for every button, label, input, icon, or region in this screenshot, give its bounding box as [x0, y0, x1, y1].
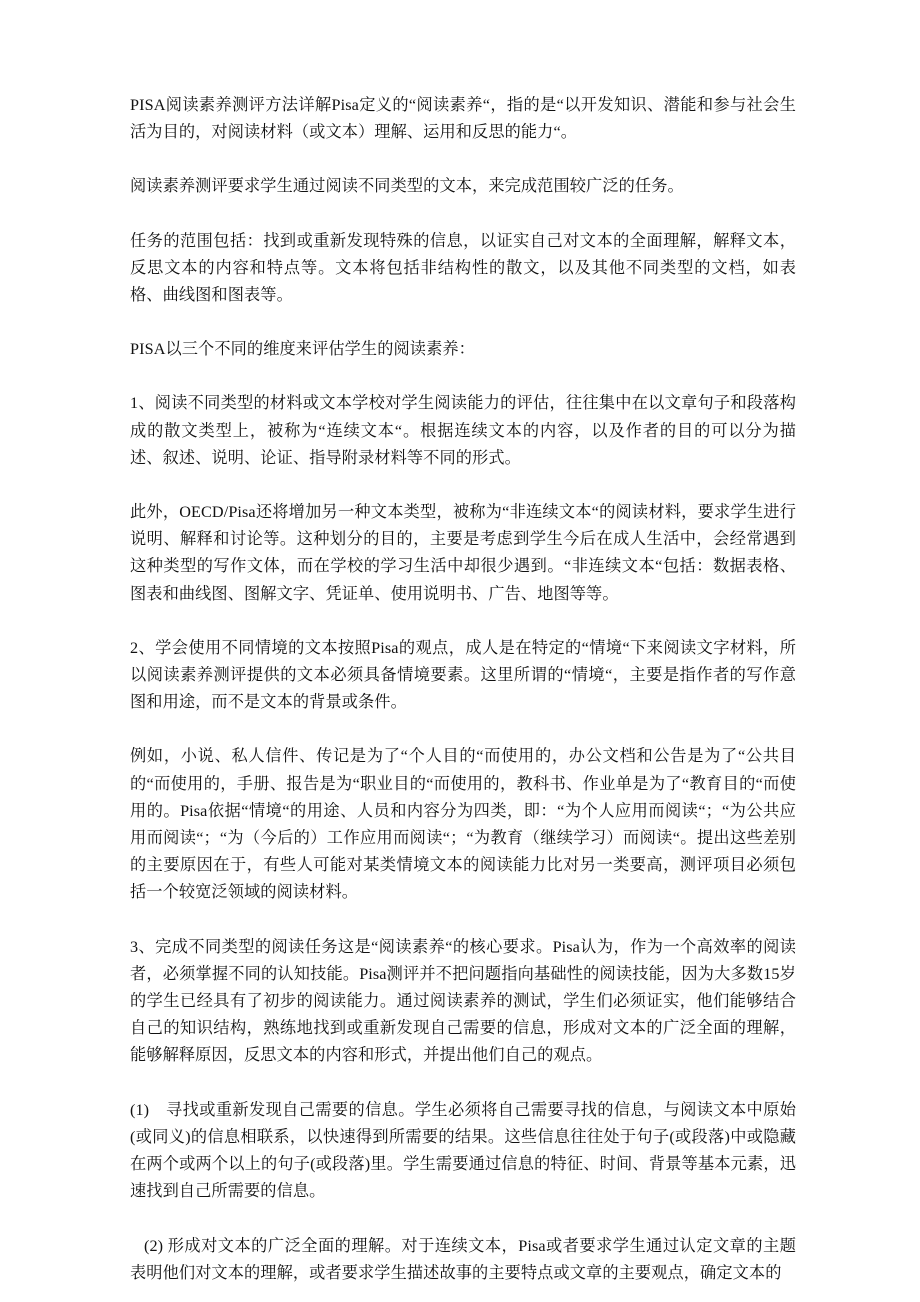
- paragraph-task-scope: 任务的范围包括：找到或重新发现特殊的信息，以证实自己对文本的全面理解，解释文本，反思文本的内容和特点等。文本将包括非结构性的散文，以及其他不同类型的文档，如表格、曲线图和图表等。: [130, 231, 796, 305]
- paragraph-situation-examples: 例如，小说、私人信件、传记是为了“个人目的“而使用的，办公文档和公告是为了“公共目的“而使用的，手册、报告是为“职业目的“而使用的，教科书、作业单是为了“教育目的“而使用的。Pisa依据“情境“的用途、人员和内容分为四类，即：“为个人应用而阅读“；“为公共应用而阅读“；“为（今后的）工作应用而阅读“；“为教育（继续学习）而阅读“。提出这些差别的主要原因在于，有些人可能对某类情境文本的阅读能力比对另一类要高，测评项目必须包括一个较宽泛领域的阅读材料。: [130, 747, 796, 902]
- paragraph-assessment-requirement: 阅读素养测评要求学生通过阅读不同类型的文本，来完成范围较广泛的任务。: [130, 177, 684, 196]
- paragraph-three-dimensions-lead: PISA以三个不同的维度来评估学生的阅读素养：: [130, 340, 475, 359]
- paragraph-intro-definition: PISA阅读素养测评方法详解Pisa定义的“阅读素养“，指的是“以开发知识、潜能和参与社会生活为目的，对阅读材料（或文本）理解、运用和反思的能力“。: [130, 96, 796, 142]
- paragraph-dimension-3-reading-tasks: 3、完成不同类型的阅读任务这是“阅读素养“的核心要求。Pisa认为，作为一个高效率的阅读者，必须掌握不同的认知技能。Pisa测评并不把问题指向基础性的阅读技能，因为大多数15岁的学生已经具有了初步的阅读能力。通过阅读素养的测试，学生们必须证实，他们能够结合自己的知识结构，熟练地找到或重新发现自己需要的信息，形成对文本的广泛全面的理解，能够解释原因，反思文本的内容和形式，并提出他们自己的观点。: [130, 937, 796, 1065]
- paragraph-dimension-2-situations: 2、学会使用不同情境的文本按照Pisa的观点，成人是在特定的“情境“下来阅读文字材料，所以阅读素养测评提供的文本必须具备情境要素。这里所谓的“情境“，主要是指作者的写作意图和用途，而不是文本的背景或条件。: [130, 638, 796, 712]
- paragraph-non-continuous-text: 此外，OECD/Pisa还将增加另一种文本类型，被称为“非连续文本“的阅读材料，要求学生进行说明、解释和讨论等。这种划分的目的，主要是考虑到学生今后在成人生活中，会经常遇到这种类型的写作文体，而在学校的学习生活中却很少遇到。“非连续文本“包括：数据表格、图表和曲线图、图解文字、凭证单、使用说明书、广告、地图等等。: [130, 503, 796, 603]
- document-body: [130, 92, 796, 1287]
- paragraph-dimension-1-continuous-text: 1、阅读不同类型的材料或文本学校对学生阅读能力的评估，往往集中在以文章句子和段落构成的散文类型上，被称为“连续文本“。根据连续文本的内容，以及作者的目的可以分为描述、叙述、说明、论证、指导附录材料等不同的形式。: [130, 394, 796, 467]
- paragraph-item-2-broad-understanding: (2) 形成对文本的广泛全面的理解。对于连续文本，Pisa或者要求学生通过认定文章的主题表明他们对文本的理解，或者要求学生描述故事的主要特点或文章的主要观点，确定文本的: [130, 1236, 796, 1282]
- paragraph-item-1-locate-information: (1) 寻找或重新发现自己需要的信息。学生必须将自己需要寻找的信息，与阅读文本中原始(或同义)的信息相联系，以快速得到所需要的结果。这些信息往往处于句子(或段落)中或隐藏在两个或两个以上的句子(或段落)里。学生需要通过信息的特征、时间、背景等基本元素，迅速找到自己所需要的信息。: [130, 1100, 796, 1201]
